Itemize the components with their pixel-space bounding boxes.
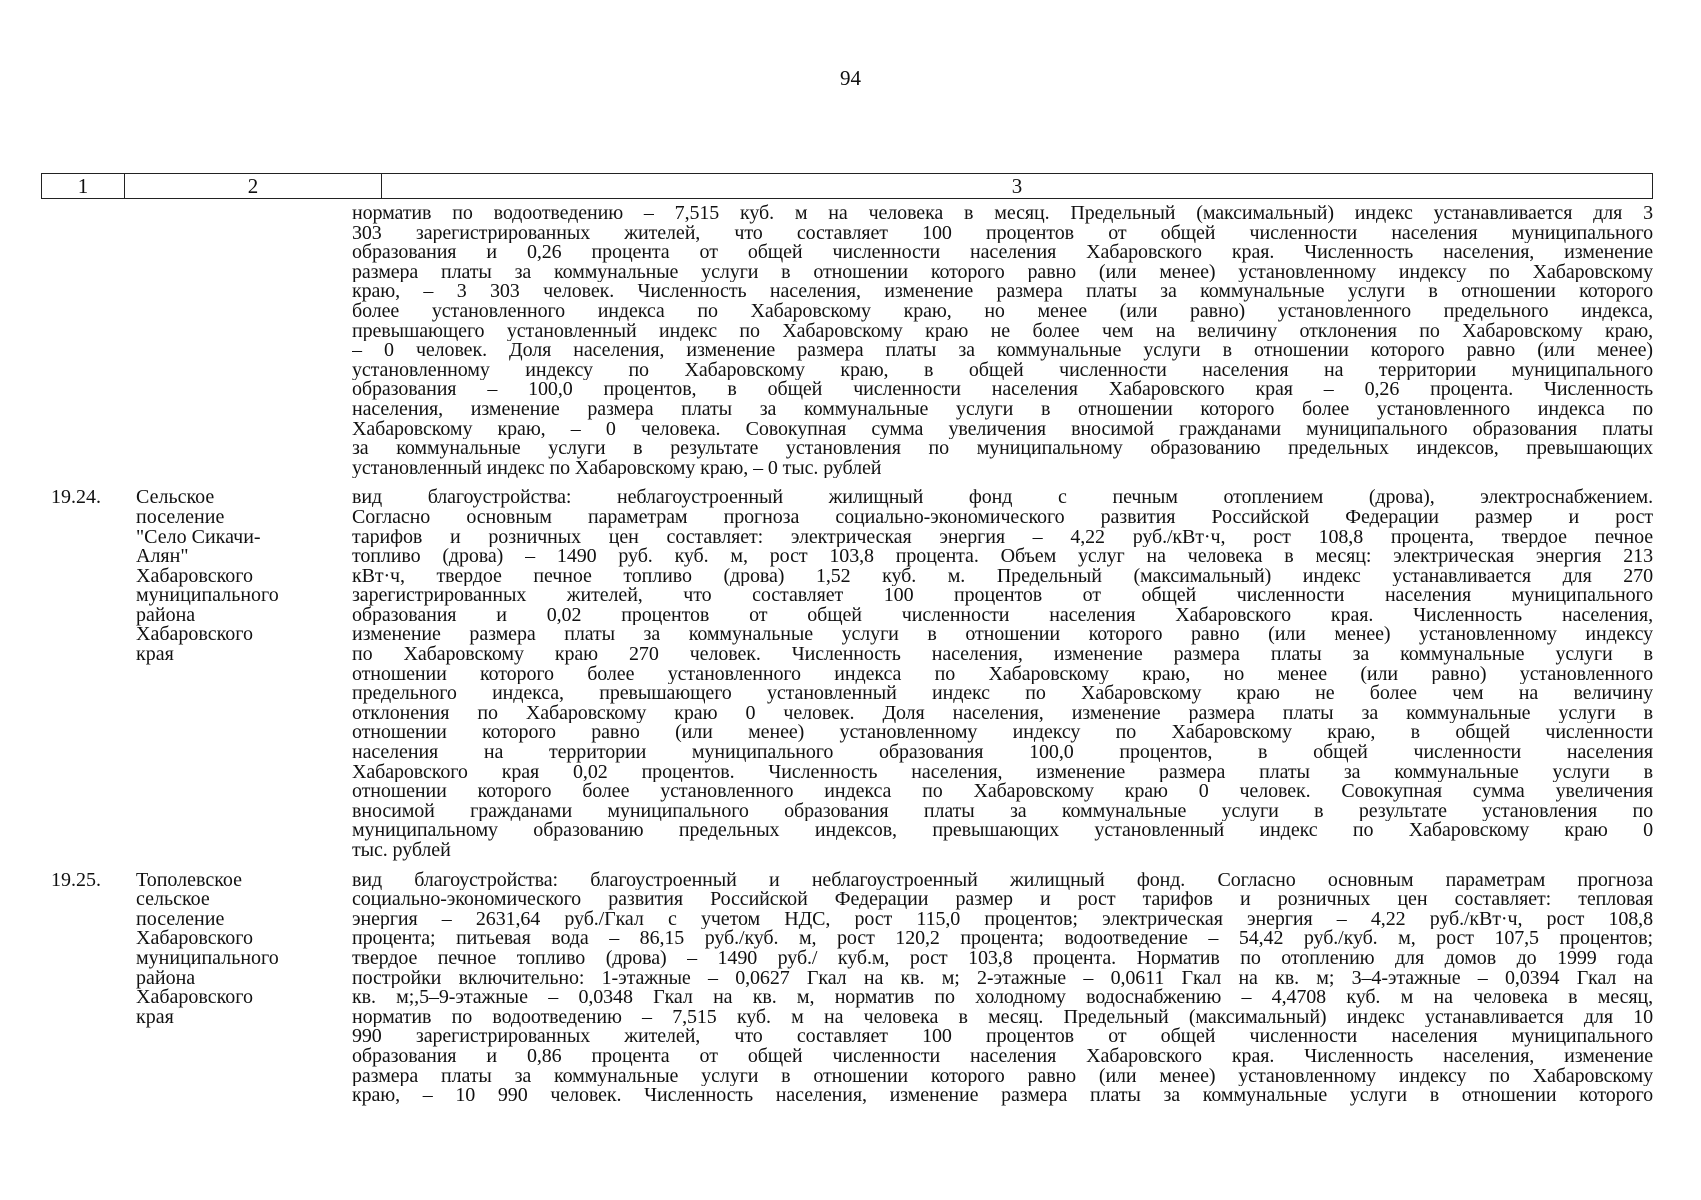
header-col-1: 1 [42, 174, 125, 198]
municipality-name-line: Сельское поселение [136, 486, 225, 528]
table-row [41, 204, 1653, 478]
municipality-name-line: района Хабаровского [136, 966, 253, 1009]
description-line: Хабаровскому краю, – 0 человека. Совокупная сумма увеличения вносимой гражданами муниципального образования платы [352, 419, 1653, 440]
description-line: более установленного индекса по Хабаровскому краю, но менее (или равно) установленного предельного индекса, [352, 301, 1653, 322]
table-header [41, 173, 1653, 199]
description-line: отношении которого равно (или менее) установленному индексу по Хабаровскому краю, в общей численности [352, 723, 1653, 744]
table-row [41, 488, 1653, 860]
description-line: процента; питьевая вода – 86,15 руб./куб. м, рост 120,2 процента; водоотведение – 54,42 руб./куб. м, рост 107,5 процентов; [352, 929, 1653, 949]
description-line: социально-экономического развития Российской Федерации размер и рост тарифов и розничных цен составляет: тепловая [352, 890, 1653, 910]
municipality-name-line: края [136, 643, 174, 666]
municipality-name-line: района Хабаровского [136, 603, 253, 646]
description-line: краю, – 3 303 человек. Численность населения, изменение размера платы за коммунальные услуги в отношении которого [352, 282, 1653, 302]
description-line: отношении которого более установленного индекса по Хабаровскому краю 0 человек. Совокупная сумма увеличения [352, 782, 1653, 802]
description-line: населения, изменение размера платы за коммунальные услуги в отношении которого более установленного индекса по [352, 399, 1653, 420]
description-line: предельного индекса, превышающего установленный индекс по Хабаровскому краю не более чем на величину [352, 684, 1653, 704]
description-line: муниципальному образованию предельных индексов, превышающих установленный индекс по Хабаровскому краю 0 [352, 821, 1653, 841]
row-number: 19.25. [51, 868, 101, 891]
description-line: образования – 100,0 процентов, в общей численности населения Хабаровского края – 0,26 процента. Численность [352, 380, 1653, 400]
description-line: установленному индексу по Хабаровскому краю, в общей численности населения на территории муниципального [352, 360, 1653, 381]
description-line: по Хабаровскому краю 270 человек. Численность населения, изменение размера платы за коммунальные услуги в [352, 645, 1653, 665]
description-text [298, 871, 1653, 1106]
description-line: 303 зарегистрированных жителей, что составляет 100 процентов от общей численности населения муниципального [352, 223, 1653, 244]
table-body [41, 204, 1653, 1106]
header-col-3: 3 [1011, 173, 1023, 198]
description-line: кВт·ч, твердое печное топливо (дрова) 1,52 куб. м. Предельный (максимальный) индекс устанавливается для 270 [352, 566, 1653, 587]
description-line: топливо (дрова) – 1490 руб. куб. м, рост 103,8 процента. Объем услуг на человека в месяц: электрическая энергия 213 [352, 547, 1653, 567]
description-line: зарегистрированных жителей, что составляет 100 процентов от общей численности населения муниципального [352, 586, 1653, 606]
description-line: 990 зарегистрированных жителей, что составляет 100 процентов от общей численности населения муниципального [352, 1027, 1653, 1047]
description-line: отношении которого более установленного индекса по Хабаровскому краю, но менее (или равно) установленного [352, 664, 1653, 685]
description-line: вид благоустройства: неблагоустроенный жилищный фонд с печным отоплением (дрова), электроснабжением. [352, 488, 1653, 508]
description-line: краю, – 10 990 человек. Численность населения, изменение размера платы за коммунальные услуги в отношении которого [352, 1086, 1653, 1106]
description-line: образования и 0,02 процентов от общей численности населения Хабаровского края. Численность населения, [352, 605, 1653, 626]
municipality-name-line: муниципального [136, 946, 279, 969]
row-number: 19.24. [51, 486, 101, 509]
description-line: установленный индекс по Хабаровскому краю, – 0 тыс. рублей [352, 458, 882, 479]
description-line: размера платы за коммунальные услуги в отношении которого равно (или менее) установленному индексу по Хабаровскому [352, 1066, 1653, 1087]
municipality-name-line: "Село Сикачи-Алян" [136, 525, 261, 568]
page-number: 94 [840, 66, 861, 90]
description-line: размера платы за коммунальные услуги в отношении которого равно (или менее) установленному индексу по Хабаровскому [352, 262, 1653, 283]
description-line: энергия – 2631,64 руб./Гкал с учетом НДС, рост 115,0 процентов; электрическая энергия – 4,22 руб./кВт·ч, рост 108,8 [352, 909, 1653, 930]
description-line: тыс. рублей [352, 841, 451, 861]
municipality-name-line: Хабаровского [136, 927, 253, 950]
description-line: норматив по водоотведению – 7,515 куб. м на человека в месяц. Предельный (максимальный) индекс устанавливается для 10 [352, 1007, 1653, 1028]
description-line: образования и 0,86 процента от общей численности населения Хабаровского края. Численность населения, изменение [352, 1046, 1653, 1067]
description-line: постройки включительно: 1-этажные – 0,0627 Гкал на кв. м; 2-этажные – 0,0611 Гкал на кв. м; 3–4-этажные – 0,0394 Гкал на [352, 968, 1653, 989]
description-line: изменение размера платы за коммунальные услуги в отношении которого равно (или менее) установленному индексу [352, 625, 1653, 646]
description-text [298, 204, 1653, 478]
header-col-2: 2 [125, 174, 382, 198]
description-line: вносимой гражданами муниципального образования платы за коммунальные услуги в результате установления по [352, 801, 1653, 822]
description-line: норматив по водоотведению – 7,515 куб. м на человека в месяц. Предельный (максимальный) индекс устанавливается для 3 [352, 204, 1653, 224]
description-text [298, 488, 1653, 860]
table-row [41, 868, 1653, 1106]
municipality-name-line: поселение [136, 907, 225, 930]
description-line: за коммунальные услуги в результате установления по муниципальному образованию предельных индексов, превышающих [352, 439, 1653, 459]
description-line: тарифов и розничных цен составляет: электрическая энергия – 4,22 руб./кВт·ч, рост 108,8 процента, твердое печное [352, 527, 1653, 548]
municipality-name-line: края [136, 1005, 174, 1028]
description-line: – 0 человек. Доля населения, изменение размера платы за коммунальные услуги в отношении которого равно (или менее) [352, 341, 1653, 361]
description-line: образования и 0,26 процента от общей численности населения Хабаровского края. Численность населения, изменение [352, 243, 1653, 263]
description-line: твердое печное топливо (дрова) – 1490 руб./ куб.м, рост 103,8 процента. Норматив по отоплению для домов до 1999 года [352, 948, 1653, 969]
description-line: вид благоустройства: благоустроенный и неблагоустроенный жилищный фонд. Согласно основным параметрам прогноза [352, 870, 1653, 891]
description-line: Хабаровского края 0,02 процентов. Численность населения, изменение размера платы за коммунальные услуги в [352, 762, 1653, 783]
municipality-name [41, 868, 298, 1028]
municipality-name-line: муниципального [136, 584, 279, 607]
municipality-name-line: Тополевское сельское [136, 868, 243, 911]
municipality-name [41, 488, 298, 664]
description-line: кв. м;,5–9-этажные – 0,0348 Гкал на кв. м, норматив по холодному водоснабжению – 4,4708 куб. м на человека в месяц, [352, 988, 1653, 1008]
description-line: превышающего установленный индекс по Хабаровскому краю не более чем на величину отклонения по Хабаровскому краю, [352, 321, 1653, 342]
description-line: населения на территории муниципального образования 100,0 процентов, в общей численности населения [352, 743, 1653, 763]
description-line: Согласно основным параметрам прогноза социально-экономического развития Российской Федерации размер и рост [352, 507, 1653, 528]
description-line: отклонения по Хабаровскому краю 0 человек. Доля населения, изменение размера платы за коммунальные услуги в [352, 703, 1653, 724]
municipality-name-line: Хабаровского [136, 564, 253, 587]
